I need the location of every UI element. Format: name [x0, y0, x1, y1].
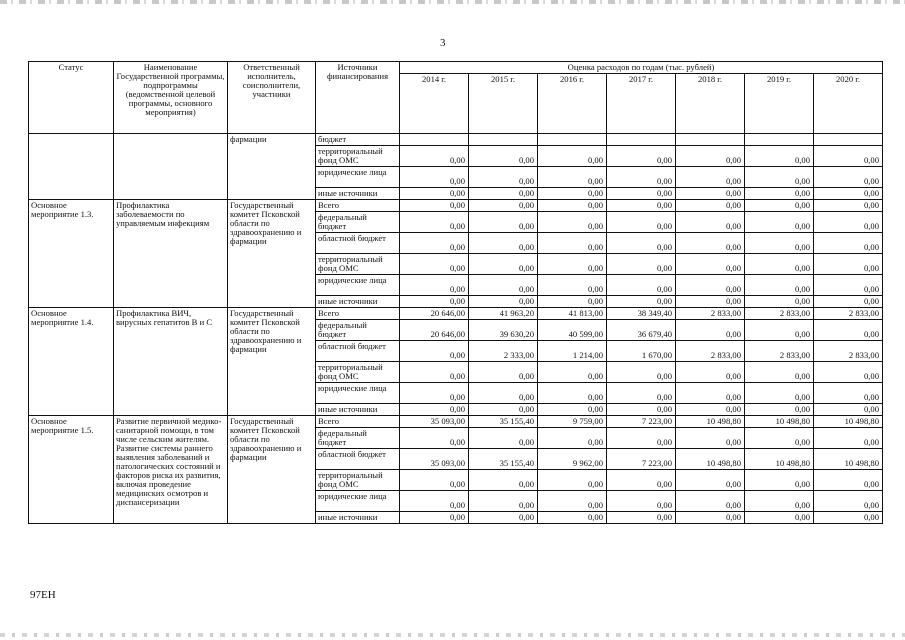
value-cell: 0,00: [400, 470, 469, 491]
value-cell: 0,00: [469, 275, 538, 296]
value-cell: 20 646,00: [400, 320, 469, 341]
value-cell: 0,00: [676, 167, 745, 188]
source-cell: иные источники: [316, 404, 400, 416]
budget-table: [28, 61, 883, 524]
value-cell: 0,00: [538, 233, 607, 254]
value-cell: 2 833,00: [745, 341, 814, 362]
value-cell: 0,00: [607, 254, 676, 275]
value-cell: [745, 134, 814, 146]
value-cell: 0,00: [538, 296, 607, 308]
name-cell: Развитие первичной медико-санитарной помощи, в том числе сельским жителям. Развитие системы раннего выявления заболеваний и патологических состояний и факторов риска их развития, включая проведение медицинских осмотров и диспансеризации: [114, 416, 228, 524]
value-cell: 10 498,80: [745, 416, 814, 428]
executor-cell: Государственный комитет Псковской области по здравоохранению и фармации: [228, 200, 316, 308]
value-cell: 0,00: [469, 233, 538, 254]
value-cell: 0,00: [400, 512, 469, 524]
value-cell: 10 498,80: [676, 416, 745, 428]
source-cell: юридические лица: [316, 383, 400, 404]
value-cell: 0,00: [676, 491, 745, 512]
value-cell: 0,00: [814, 200, 883, 212]
value-cell: 0,00: [814, 404, 883, 416]
source-cell: территориальный фонд ОМС: [316, 146, 400, 167]
value-cell: 0,00: [538, 362, 607, 383]
value-cell: 0,00: [745, 200, 814, 212]
source-cell: федеральный бюджет: [316, 212, 400, 233]
source-cell: федеральный бюджет: [316, 428, 400, 449]
executor-cell: фармации: [228, 134, 316, 200]
value-cell: 0,00: [538, 512, 607, 524]
header-year: 2016 г.: [538, 74, 607, 134]
value-cell: 0,00: [745, 212, 814, 233]
value-cell: 2 833,00: [814, 341, 883, 362]
value-cell: 0,00: [400, 233, 469, 254]
value-cell: 0,00: [400, 212, 469, 233]
value-cell: 0,00: [745, 188, 814, 200]
value-cell: 0,00: [676, 254, 745, 275]
value-cell: 0,00: [676, 275, 745, 296]
value-cell: 0,00: [400, 200, 469, 212]
source-cell: юридические лица: [316, 167, 400, 188]
value-cell: 0,00: [814, 512, 883, 524]
executor-cell: Государственный комитет Псковской области по здравоохранению и фармации: [228, 308, 316, 416]
value-cell: 0,00: [607, 383, 676, 404]
value-cell: 0,00: [676, 404, 745, 416]
value-cell: 0,00: [676, 188, 745, 200]
value-cell: 0,00: [469, 188, 538, 200]
value-cell: 0,00: [538, 200, 607, 212]
value-cell: 0,00: [814, 212, 883, 233]
source-cell: Всего: [316, 416, 400, 428]
footer-code: 97EH: [30, 589, 56, 601]
name-cell: Профилактика заболеваемости по управляемым инфекциям: [114, 200, 228, 308]
source-cell: иные источники: [316, 188, 400, 200]
value-cell: 0,00: [400, 428, 469, 449]
status-cell: [29, 134, 114, 200]
value-cell: 0,00: [676, 383, 745, 404]
value-cell: 0,00: [538, 275, 607, 296]
value-cell: 38 349,40: [607, 308, 676, 320]
name-cell: [114, 134, 228, 200]
value-cell: 35 093,00: [400, 416, 469, 428]
value-cell: 0,00: [400, 275, 469, 296]
value-cell: 2 833,00: [676, 341, 745, 362]
source-cell: областной бюджет: [316, 341, 400, 362]
value-cell: 0,00: [469, 254, 538, 275]
source-cell: иные источники: [316, 512, 400, 524]
value-cell: 0,00: [676, 212, 745, 233]
value-cell: 0,00: [814, 233, 883, 254]
value-cell: 0,00: [538, 404, 607, 416]
value-cell: 10 498,80: [814, 449, 883, 470]
value-cell: 0,00: [469, 428, 538, 449]
header-name: Наименование Государственной программы, подпрограммы (ведомственной целевой программы, основного мероприятия): [114, 62, 228, 134]
header-year: 2018 г.: [676, 74, 745, 134]
value-cell: 0,00: [538, 428, 607, 449]
value-cell: 0,00: [538, 470, 607, 491]
value-cell: 0,00: [745, 296, 814, 308]
value-cell: 0,00: [400, 341, 469, 362]
value-cell: 0,00: [676, 428, 745, 449]
value-cell: 0,00: [400, 404, 469, 416]
value-cell: 0,00: [676, 200, 745, 212]
value-cell: 0,00: [745, 146, 814, 167]
value-cell: 0,00: [469, 167, 538, 188]
header-year: 2017 г.: [607, 74, 676, 134]
header-year: 2014 г.: [400, 74, 469, 134]
value-cell: 0,00: [814, 428, 883, 449]
value-cell: 0,00: [400, 362, 469, 383]
table-row: [29, 200, 883, 212]
value-cell: 35 155,40: [469, 449, 538, 470]
value-cell: 0,00: [745, 167, 814, 188]
value-cell: 0,00: [745, 512, 814, 524]
value-cell: 0,00: [745, 320, 814, 341]
value-cell: 0,00: [814, 296, 883, 308]
status-cell: Основное мероприятие 1.3.: [29, 200, 114, 308]
value-cell: 0,00: [538, 212, 607, 233]
value-cell: 36 679,40: [607, 320, 676, 341]
value-cell: 35 155,40: [469, 416, 538, 428]
value-cell: 40 599,00: [538, 320, 607, 341]
executor-cell: Государственный комитет Псковской области по здравоохранению и фармации: [228, 416, 316, 524]
value-cell: 2 833,00: [814, 308, 883, 320]
value-cell: 0,00: [607, 233, 676, 254]
value-cell: 0,00: [814, 167, 883, 188]
value-cell: 0,00: [814, 491, 883, 512]
value-cell: 0,00: [469, 200, 538, 212]
value-cell: 10 498,80: [676, 449, 745, 470]
value-cell: 0,00: [400, 296, 469, 308]
header-sources: Источники финансирования: [316, 62, 400, 134]
value-cell: 10 498,80: [745, 449, 814, 470]
value-cell: 10 498,80: [814, 416, 883, 428]
value-cell: 0,00: [607, 188, 676, 200]
value-cell: 0,00: [400, 146, 469, 167]
value-cell: 0,00: [676, 146, 745, 167]
value-cell: 0,00: [469, 383, 538, 404]
value-cell: 0,00: [469, 296, 538, 308]
value-cell: 2 833,00: [745, 308, 814, 320]
source-cell: юридические лица: [316, 275, 400, 296]
value-cell: 0,00: [400, 254, 469, 275]
value-cell: 0,00: [538, 146, 607, 167]
header-year: 2015 г.: [469, 74, 538, 134]
value-cell: 0,00: [607, 491, 676, 512]
value-cell: 0,00: [814, 362, 883, 383]
value-cell: 0,00: [538, 188, 607, 200]
value-cell: [469, 134, 538, 146]
value-cell: 0,00: [538, 491, 607, 512]
value-cell: 0,00: [607, 428, 676, 449]
value-cell: 41 813,00: [538, 308, 607, 320]
value-cell: 0,00: [607, 275, 676, 296]
value-cell: 1 670,00: [607, 341, 676, 362]
value-cell: 1 214,00: [538, 341, 607, 362]
value-cell: 0,00: [814, 383, 883, 404]
value-cell: 0,00: [538, 167, 607, 188]
value-cell: 0,00: [745, 383, 814, 404]
value-cell: [400, 134, 469, 146]
value-cell: 0,00: [607, 296, 676, 308]
value-cell: 0,00: [676, 512, 745, 524]
value-cell: 0,00: [745, 233, 814, 254]
value-cell: 0,00: [607, 167, 676, 188]
source-cell: территориальный фонд ОМС: [316, 470, 400, 491]
value-cell: 7 223,00: [607, 449, 676, 470]
value-cell: 0,00: [469, 146, 538, 167]
value-cell: 0,00: [676, 233, 745, 254]
header-status: Статус: [29, 62, 114, 134]
value-cell: 0,00: [469, 491, 538, 512]
value-cell: 0,00: [814, 146, 883, 167]
value-cell: 0,00: [400, 491, 469, 512]
scan-edge-top: [0, 0, 905, 4]
value-cell: [538, 134, 607, 146]
source-cell: территориальный фонд ОМС: [316, 362, 400, 383]
value-cell: 0,00: [607, 362, 676, 383]
source-cell: юридические лица: [316, 491, 400, 512]
value-cell: 0,00: [676, 362, 745, 383]
source-cell: территориальный фонд ОМС: [316, 254, 400, 275]
value-cell: 0,00: [607, 200, 676, 212]
value-cell: 0,00: [469, 512, 538, 524]
value-cell: [814, 134, 883, 146]
header-executor: Ответственный исполнитель, соисполнители, участники: [228, 62, 316, 134]
value-cell: 9 759,00: [538, 416, 607, 428]
source-cell: Всего: [316, 308, 400, 320]
header-estimate: Оценка расходов по годам (тыс. рублей): [400, 62, 883, 74]
table-row: [29, 308, 883, 320]
value-cell: 7 223,00: [607, 416, 676, 428]
value-cell: 0,00: [676, 320, 745, 341]
header-year: 2019 г.: [745, 74, 814, 134]
value-cell: 0,00: [400, 167, 469, 188]
source-cell: Всего: [316, 200, 400, 212]
value-cell: 0,00: [607, 404, 676, 416]
value-cell: 0,00: [607, 212, 676, 233]
table-row: [29, 134, 883, 146]
value-cell: 0,00: [469, 470, 538, 491]
source-cell: областной бюджет: [316, 233, 400, 254]
value-cell: 0,00: [814, 320, 883, 341]
source-cell: иные источники: [316, 296, 400, 308]
value-cell: 0,00: [745, 470, 814, 491]
value-cell: 0,00: [745, 428, 814, 449]
value-cell: [607, 134, 676, 146]
value-cell: 0,00: [400, 383, 469, 404]
value-cell: 0,00: [745, 362, 814, 383]
table-row: [29, 416, 883, 428]
value-cell: 20 646,00: [400, 308, 469, 320]
value-cell: 0,00: [814, 188, 883, 200]
source-cell: федеральный бюджет: [316, 320, 400, 341]
source-cell: бюджет: [316, 134, 400, 146]
value-cell: [676, 134, 745, 146]
name-cell: Профилактика ВИЧ, вирусных гепатитов В и С: [114, 308, 228, 416]
status-cell: Основное мероприятие 1.4.: [29, 308, 114, 416]
value-cell: 0,00: [607, 146, 676, 167]
value-cell: 0,00: [745, 491, 814, 512]
value-cell: 0,00: [814, 470, 883, 491]
source-cell: областной бюджет: [316, 449, 400, 470]
value-cell: 41 963,20: [469, 308, 538, 320]
value-cell: 0,00: [538, 254, 607, 275]
value-cell: 0,00: [676, 470, 745, 491]
value-cell: 2 833,00: [676, 308, 745, 320]
value-cell: 0,00: [607, 512, 676, 524]
value-cell: 0,00: [814, 275, 883, 296]
value-cell: 0,00: [469, 362, 538, 383]
page-number: 3: [440, 37, 446, 49]
value-cell: 35 093,00: [400, 449, 469, 470]
value-cell: 9 962,00: [538, 449, 607, 470]
value-cell: 0,00: [538, 383, 607, 404]
value-cell: 0,00: [469, 404, 538, 416]
value-cell: 0,00: [607, 470, 676, 491]
value-cell: 0,00: [745, 254, 814, 275]
value-cell: 0,00: [400, 188, 469, 200]
scan-edge-bottom: [0, 633, 905, 637]
value-cell: 0,00: [676, 296, 745, 308]
value-cell: 0,00: [814, 254, 883, 275]
status-cell: Основное мероприятие 1.5.: [29, 416, 114, 524]
value-cell: 0,00: [745, 404, 814, 416]
value-cell: 0,00: [745, 275, 814, 296]
value-cell: 2 333,00: [469, 341, 538, 362]
value-cell: 39 630,20: [469, 320, 538, 341]
header-year: 2020 г.: [814, 74, 883, 134]
value-cell: 0,00: [469, 212, 538, 233]
